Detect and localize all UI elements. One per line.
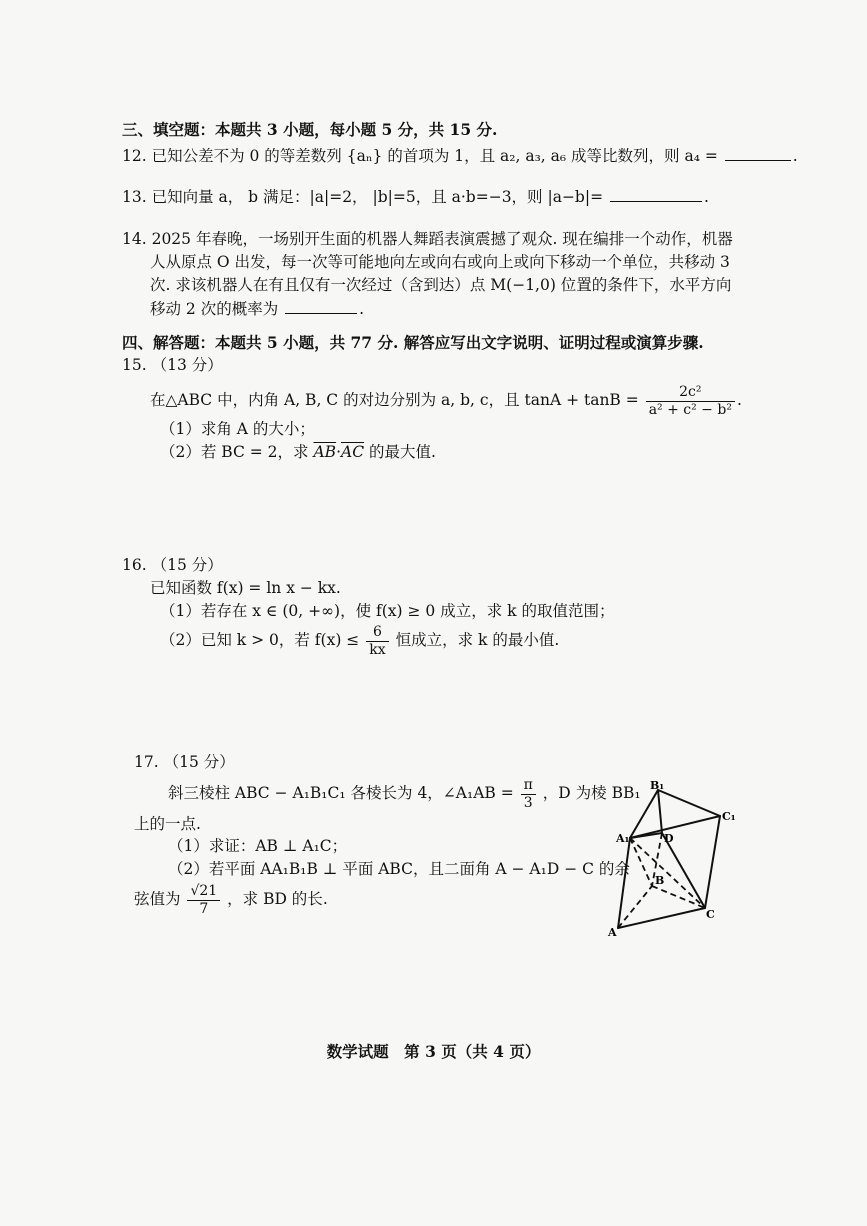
q15-vector-ab: $\overline{AB}$ xyxy=(313,443,337,461)
q16-part2-text-b: 恒成立，求 k 的最小值. xyxy=(395,631,560,649)
prism-figure xyxy=(600,778,750,938)
q14-line2: 人从原点 O 出发，每一次等可能地向左或向右或向上或向下移动一个单位，共移动 3 xyxy=(150,253,730,271)
q15-title: 15. （13 分） xyxy=(122,356,223,374)
page-footer: 数学试题 第 3 页（共 4 页） xyxy=(326,1042,541,1061)
edge-b1d xyxy=(658,790,662,833)
edge-b1c1 xyxy=(658,790,720,816)
q14-line4-text: 移动 2 次的概率为 xyxy=(150,300,279,318)
q17-part2: （2）若平面 AA₁B₁B ⊥ 平面 ABC，且二面角 A − A₁D − C 的余 xyxy=(168,860,630,878)
q17-line1 xyxy=(168,775,641,812)
label-c: C xyxy=(706,908,715,921)
section3-header: 三、填空题：本题共 3 小题，每小题 5 分，共 15 分. xyxy=(122,120,498,139)
section4-header: 四、解答题：本题共 5 小题，共 77 分. 解答应写出文字说明、证明过程或演算步骤. xyxy=(122,333,704,352)
q15-vector-ac: $\overline{AC}$ xyxy=(341,443,365,461)
q15-stem: 在△ABC 中，内角 A, B, C 的对边分别为 a, b, c，且 tanA + tanB = $\frac{\text{2c²}}{\text{a² + c² − b²}}$ . xyxy=(150,383,742,418)
q15-part2 xyxy=(160,442,436,462)
q17-frac2-numerator: √21 xyxy=(187,883,220,901)
q14-answer-blank[interactable] xyxy=(285,298,357,314)
q17-fraction-pi3 xyxy=(521,777,536,812)
q15-frac-numerator: 2c² xyxy=(646,384,735,402)
q17-line5 xyxy=(134,880,328,918)
q16-stem: 已知函数 f(x) = ln x − kx. xyxy=(150,579,341,597)
q15-frac-denominator: a² + c² − b² xyxy=(648,401,732,418)
q16-title: 16. （15 分） xyxy=(122,556,223,574)
question-12: 12. 已知公差不为 0 的等差数列 {aₙ} 的首项为 1，且 a₂, a₃, a₆ 成等比数列，则 a₄ = . xyxy=(122,147,798,165)
q15-dot: · xyxy=(336,443,341,461)
q12-text: 12. 已知公差不为 0 的等差数列 {aₙ} 的首项为 1，且 a₂, a₃, a₆ 成等比数列，则 a₄ = xyxy=(122,147,718,165)
label-a: A xyxy=(608,926,617,938)
q17-line1-text-b: ，D 为棱 BB₁ xyxy=(542,784,641,802)
label-d: D xyxy=(664,832,674,845)
q15-part2-text-b: 的最大值. xyxy=(369,443,436,461)
edge-a1b1 xyxy=(630,790,658,838)
q16-frac-numerator: 6 xyxy=(366,624,388,642)
q17-fraction-sqrt21 xyxy=(187,883,220,918)
q15-stem-text: 在△ABC 中，内角 A, B, C 的对边分别为 a, b, c，且 tanA + tanB = xyxy=(150,391,639,409)
q16-part2-text-a: （2）已知 k > 0，若 f(x) ≤ xyxy=(160,631,360,649)
q16-frac-denominator: kx xyxy=(369,641,386,658)
edge-a1c1 xyxy=(630,816,720,838)
label-c1: C₁ xyxy=(722,810,736,823)
q12-answer-blank[interactable] xyxy=(725,145,791,161)
q17-frac-denominator: 3 xyxy=(523,794,533,811)
question-13: 13. 已知向量 a， b 满足：|a|=2， |b|=5，且 a·b=−3，则 |a−b|= . xyxy=(122,188,709,206)
edge-a1a xyxy=(618,838,630,928)
q16-fraction xyxy=(366,624,388,659)
q17-part1: （1）求证：AB ⊥ A₁C； xyxy=(168,837,348,855)
q17-line2: 上的一点. xyxy=(134,815,201,833)
q17-frac-numerator: π xyxy=(521,777,536,795)
q15-fraction xyxy=(646,384,735,419)
label-a1: A₁ xyxy=(616,832,630,845)
q13-text: 13. 已知向量 a， b 满足：|a|=2， |b|=5，且 a·b=−3，则 |a−b|= xyxy=(122,188,604,206)
q15-part2-text-a: （2）若 BC = 2，求 xyxy=(160,443,309,461)
edge-c1c xyxy=(705,816,720,908)
q16-part1: （1）若存在 x ∈ (0, +∞)，使 f(x) ≥ 0 成立，求 k 的取值范围； xyxy=(160,602,615,620)
q14-line1: 14. 2025 年春晚，一场别开生面的机器人舞蹈表演震撼了观众. 现在编排一个动作，机器 xyxy=(122,230,733,248)
q13-answer-blank[interactable] xyxy=(610,186,702,202)
q17-title: 17. （15 分） xyxy=(134,753,235,771)
question-14-line4: 移动 2 次的概率为 . xyxy=(150,300,365,318)
edge-bc-hidden xyxy=(652,886,705,908)
q17-frac2-denominator: 7 xyxy=(199,900,209,917)
q17-line1-text-a: 斜三棱柱 ABC − A₁B₁C₁ 各棱长为 4，∠A₁AB = xyxy=(168,784,514,802)
label-b1: B₁ xyxy=(650,779,665,792)
label-b: B xyxy=(655,874,665,887)
edge-a1b-hidden xyxy=(630,838,652,886)
edge-a1c-hidden xyxy=(630,838,705,908)
q17-line5-text-b: ，求 BD 的长. xyxy=(227,890,328,908)
q14-line3: 次. 求该机器人在有且仅有一次经过（含到达）点 M(−1,0) 位置的条件下，水平方向 xyxy=(150,276,732,294)
q15-part1: （1）求角 A 的大小； xyxy=(160,420,315,438)
q16-part2 xyxy=(160,622,559,659)
q17-line5-text-a: 弦值为 xyxy=(134,890,181,908)
